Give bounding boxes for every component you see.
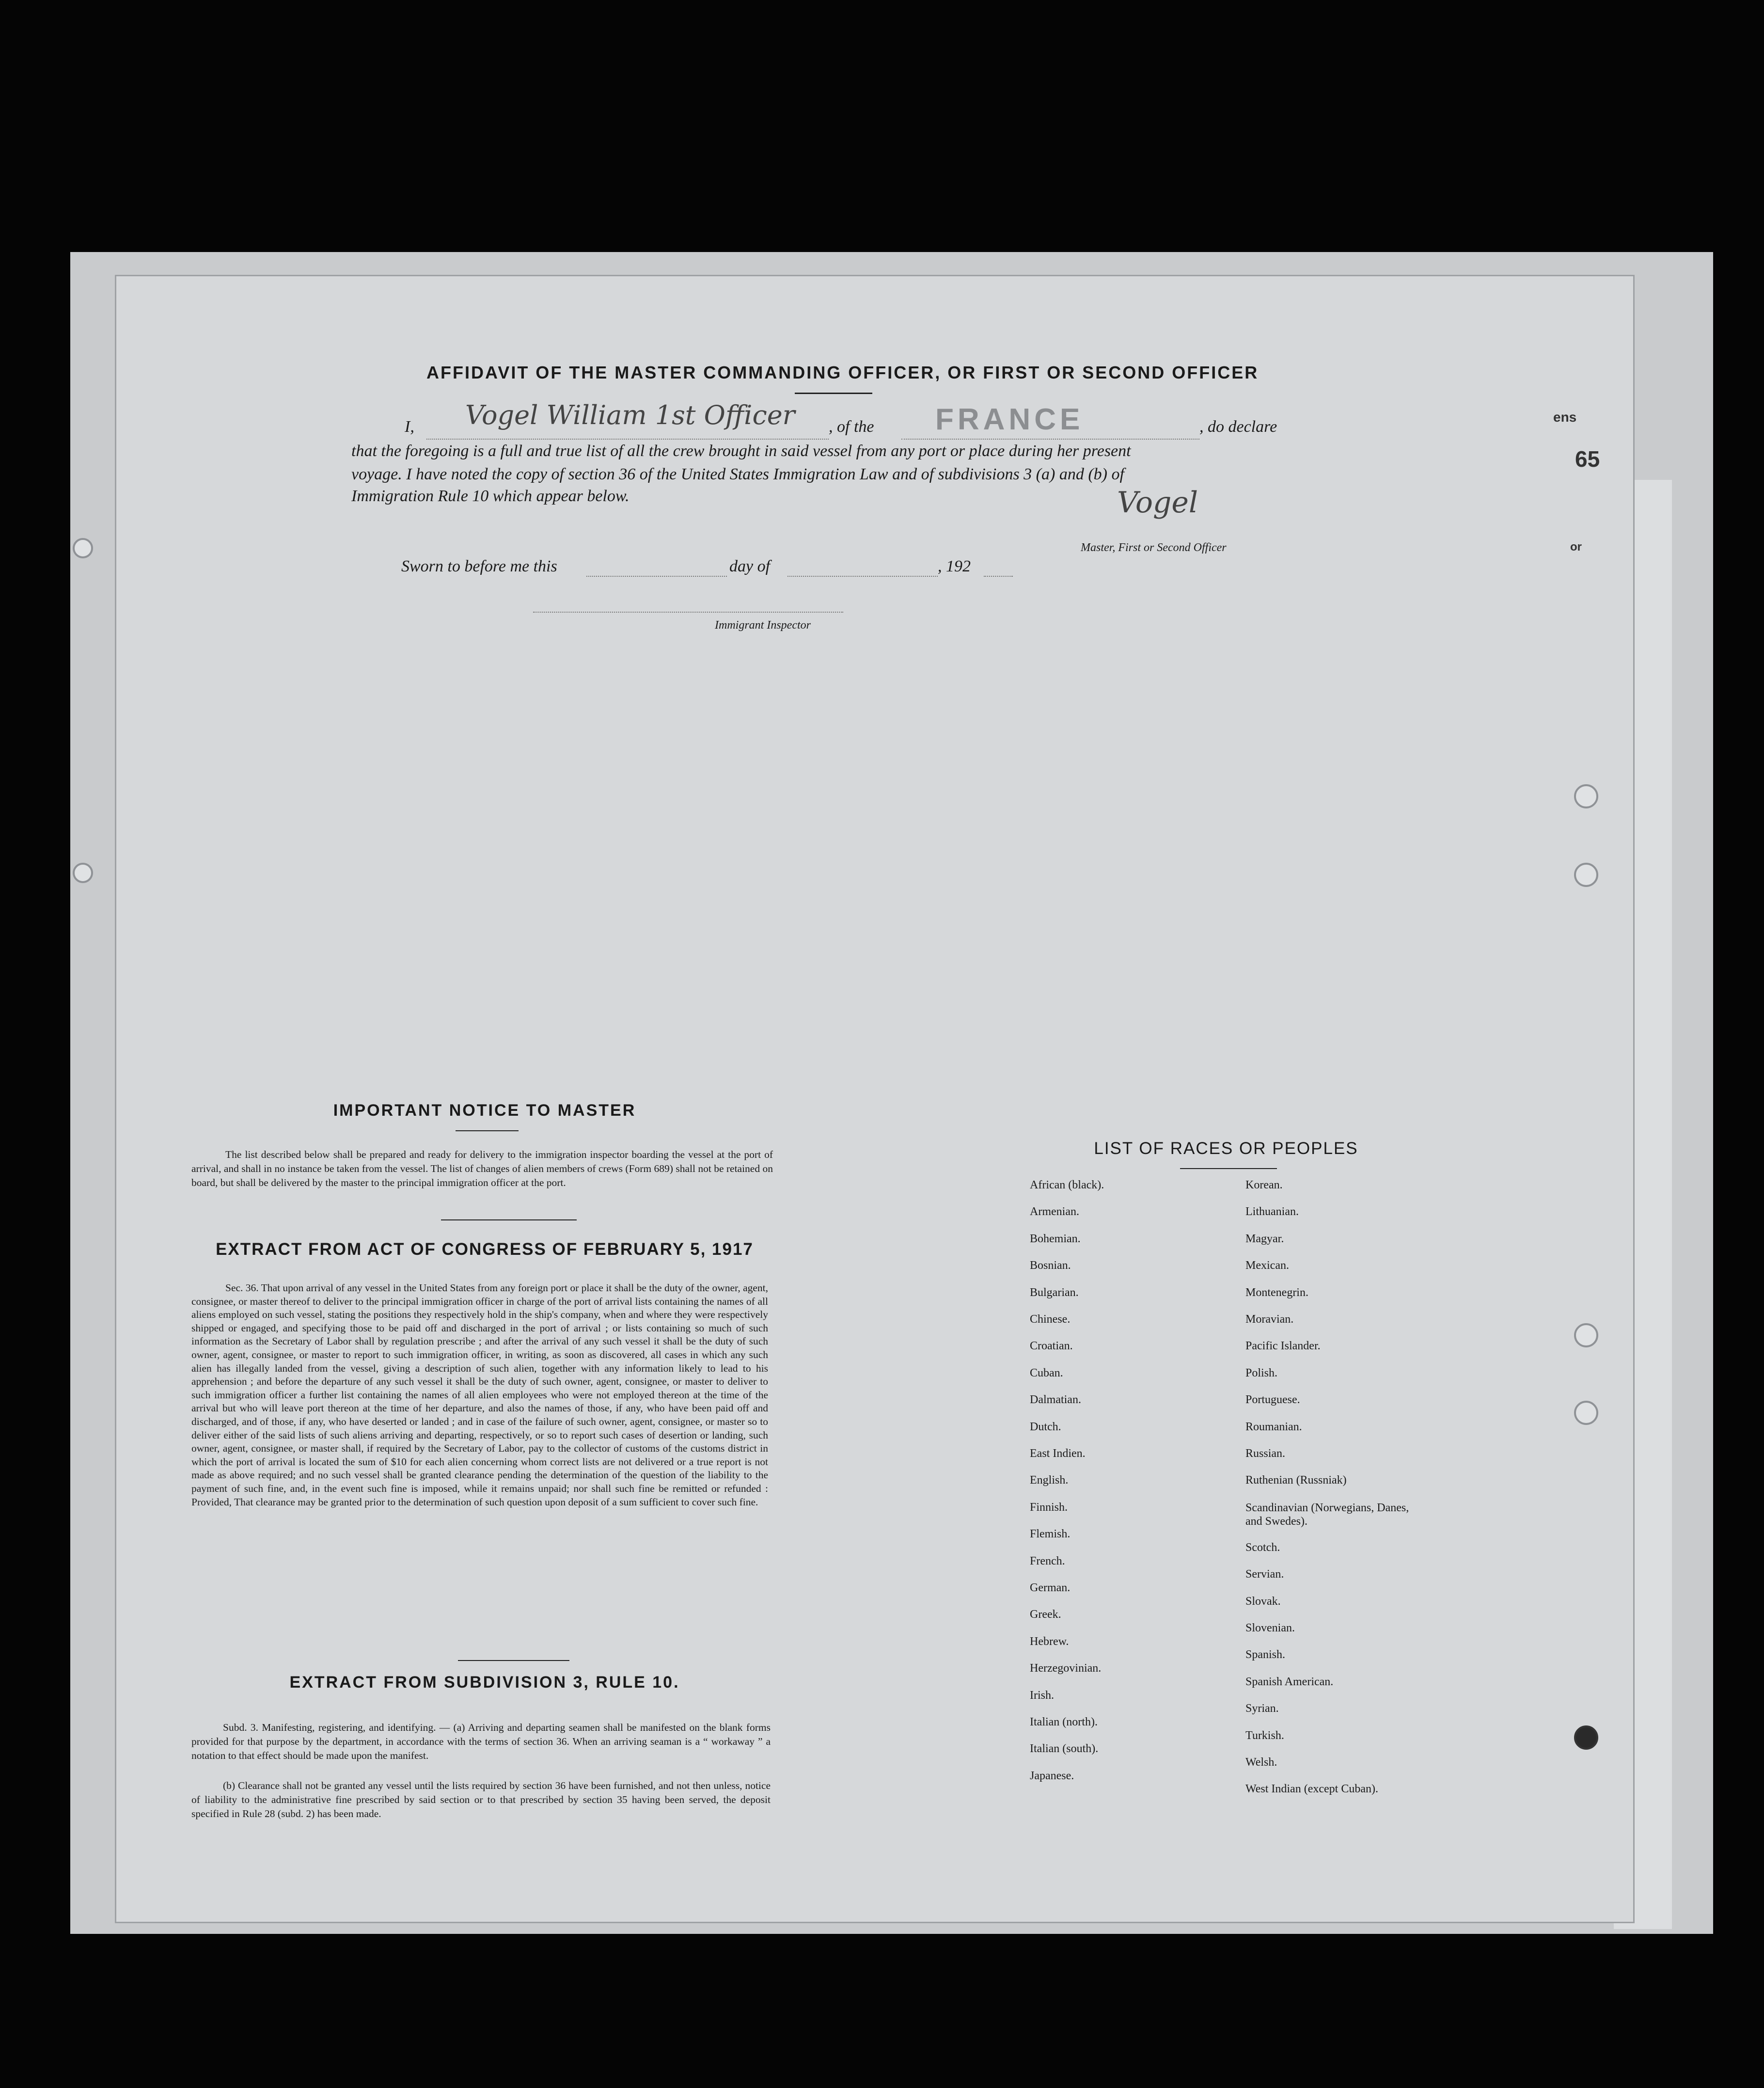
race-item: Moravian. [1245,1313,1294,1326]
name-line [426,439,829,440]
race-item: Montenegrin. [1245,1286,1308,1299]
race-item: Polish. [1245,1366,1278,1379]
punch-hole [1574,863,1598,887]
race-item: Slovak. [1245,1595,1281,1608]
affidavit-line2: that the foregoing is a full and true list of all the crew brought in said vessel from any port or place during her present [351,442,1131,460]
race-item: Irish. [1030,1689,1054,1702]
rule-title: EXTRACT FROM SUBDIVISION 3, RULE 10. [289,1673,680,1692]
race-item: Scandinavian (Norwegians, Danes, and Swedes). [1245,1501,1409,1528]
race-item: East Indien. [1030,1447,1086,1460]
race-item: Flemish. [1030,1528,1071,1541]
race-item: West Indian (except Cuban). [1245,1783,1378,1796]
race-item: Bulgarian. [1030,1286,1079,1299]
race-item: Dalmatian. [1030,1393,1081,1407]
race-item: Japanese. [1030,1769,1074,1782]
margin-mark: or [1570,540,1582,554]
punch-hole [1574,1323,1598,1347]
races-title: LIST OF RACES OR PEOPLES [1094,1139,1358,1158]
punch-hole [1574,784,1598,808]
race-item: Russian. [1245,1447,1286,1460]
race-item: Servian. [1245,1568,1284,1581]
year-label: , 192 [938,557,971,575]
punch-hole [73,538,93,558]
inspector-line [533,612,843,613]
race-item: English. [1030,1474,1069,1487]
race-item: Hebrew. [1030,1635,1069,1648]
race-item: Korean. [1245,1179,1283,1191]
race-item: Italian (north). [1030,1716,1098,1728]
race-item: Pacific Islander. [1245,1340,1321,1353]
race-item: Armenian. [1030,1205,1079,1218]
affidavit-line4: Immigration Rule 10 which appear below. [351,487,630,505]
race-item: Greek. [1030,1608,1061,1621]
month-line [788,576,938,577]
race-item: Cuban. [1030,1366,1063,1379]
affidavit-line3: voyage. I have noted the copy of section 36 of the United States Immigration Law and of subdivisions 3 (a) and (b) of [351,465,1124,483]
race-item: German. [1030,1582,1071,1594]
act-text: Sec. 36. That upon arrival of any vessel in the United States from any foreign port or place it shall be the duty of the owner, agent, consignee, or master thereof to deliver to the principal immigration officer in charge of the port of arrival lists containing the names of all aliens employed on such vessel, stating the positions they respectively hold in the ship's company, when and where they were respectively shipped or engaged, and specifying those to be paid off and discharged in the port of arrival ; or lists containing so much of such information as the Secretary of Labor shall by regulation prescribe ; and after the arrival of any such vessel it shall be the duty of such owner, agent, consignee, or master to report to such immigration officer, in writing, as soon as discovered, all cases in which any such alien has illegally landed from the vessel, giving a description of such alien, together with any information likely to lead to his apprehension ; and before the departure of any such vessel it shall be the duty of such owner, agent, consignee, or master to deliver to such immigration officer a further list containing the names of all alien employees who were not employed thereon at the time of the arrival but who will leave port thereon at the time of her departure, and also the names of those, if any, who have been paid off and discharged, and of those, if any, who have deserted or landed ; and in case of the failure of such owner, agent, consignee, or master so to deliver either of the said lists of such aliens arriving and departing, respectively, or so to report such cases of desertion or landing, such owner, agent, consignee, or master shall, if required by the Secretary of Labor, pay to the collector of customs of the customs district in which the port of arrival is located the sum of $10 for each alien concerning whom correct lists are not delivered or a true report is not made as above required; and no such vessel shall be granted clearance pending the determination of the question of the liability to the payment of such fine, and, in the event such fine is imposed, while it remains unpaid; nor shall such fine be remitted or refunded : Provided, That clearance may be granted prior to the determination of such question upon deposit of a sum sufficient to cover such fine. [191,1282,769,1508]
race-item: Welsh. [1245,1756,1277,1769]
notice-text: The list described below shall be prepared and ready for delivery to the immigration inspector boarding the vessel at the port of arrival, and shall in no instance be taken from the vessel. The list of changes of alien members of crews (Form 689) shall not be retained on board, but shall be delivered by the master to the principal immigration officer at the port. [191,1149,773,1188]
year-line [984,576,1013,577]
section-rule [458,1660,569,1661]
punch-hole [1574,1401,1598,1425]
race-item: Spanish American. [1245,1675,1334,1688]
inspector-label: Immigrant Inspector [715,619,811,632]
race-item: Italian (south). [1030,1742,1099,1756]
race-item: Portuguese. [1245,1393,1300,1407]
race-item: Turkish. [1245,1729,1284,1742]
race-item: Spanish. [1245,1648,1286,1661]
margin-fragment: ens [1553,410,1577,425]
section-rule [441,1219,577,1220]
race-item: African (black). [1030,1179,1104,1191]
signature-label: Master, First or Second Officer [1081,541,1227,554]
race-item: French. [1030,1554,1065,1567]
notice-rule [456,1130,519,1131]
day-line [586,576,727,577]
race-item: Croatian. [1030,1340,1073,1353]
declare-label: , do declare [1199,418,1277,436]
race-item: Bohemian. [1030,1232,1081,1245]
race-item: Chinese. [1030,1313,1071,1326]
rule-text-a: Subd. 3. Manifesting, registering, and identifying. — (a) Arriving and departing seamen shall be manifested on the blank forms provided for that purpose by the department, in accordance with the terms of section 36. When an arriving seaman is a “ workaway ” a notation to that effect should be made upon the manifest. [191,1722,771,1761]
of-the-label: , of the [829,418,874,436]
affidavit-pronoun: I, [405,418,414,436]
race-item: Bosnian. [1030,1259,1071,1272]
rule-text-b: (b) Clearance shall not be granted any vessel until the lists required by section 36 have been furnished, and not then unless, notice of liability to the administrative fine prescribed by said section or to that prescribed by section 35 having been served, the deposit specified in Rule 28 (subd. 2) has been made. [191,1780,771,1819]
day-of-label: day of [729,557,771,575]
races-rule [1180,1168,1277,1169]
race-item: Scotch. [1245,1541,1280,1554]
vessel-line [901,439,1199,440]
race-item: Ruthenian (Russniak) [1245,1474,1347,1487]
officer-signature: Vogel [1117,486,1198,520]
declarant-name: Vogel William 1st Officer [465,400,795,430]
punch-hole [1574,1725,1598,1750]
race-item: Herzegovinian. [1030,1662,1102,1675]
affidavit-title: AFFIDAVIT OF THE MASTER COMMANDING OFFICER, OR FIRST OR SECOND OFFICER [426,363,1259,382]
race-item: Slovenian. [1245,1622,1295,1634]
race-item: Roumanian. [1245,1420,1302,1433]
notice-title: IMPORTANT NOTICE TO MASTER [333,1101,636,1120]
sworn-label: Sworn to before me this [401,557,557,575]
margin-number: 65 [1575,446,1600,472]
title-rule [795,393,872,394]
punch-hole [73,863,93,883]
race-item: Dutch. [1030,1420,1061,1433]
race-item: Magyar. [1245,1232,1284,1245]
race-item: Mexican. [1245,1259,1289,1272]
race-item: Finnish. [1030,1501,1068,1514]
race-item: Syrian. [1245,1702,1279,1715]
race-item: Lithuanian. [1245,1205,1299,1218]
vessel-name: FRANCE [935,403,1084,436]
act-title: EXTRACT FROM ACT OF CONGRESS OF FEBRUARY 5, 1917 [216,1240,754,1259]
